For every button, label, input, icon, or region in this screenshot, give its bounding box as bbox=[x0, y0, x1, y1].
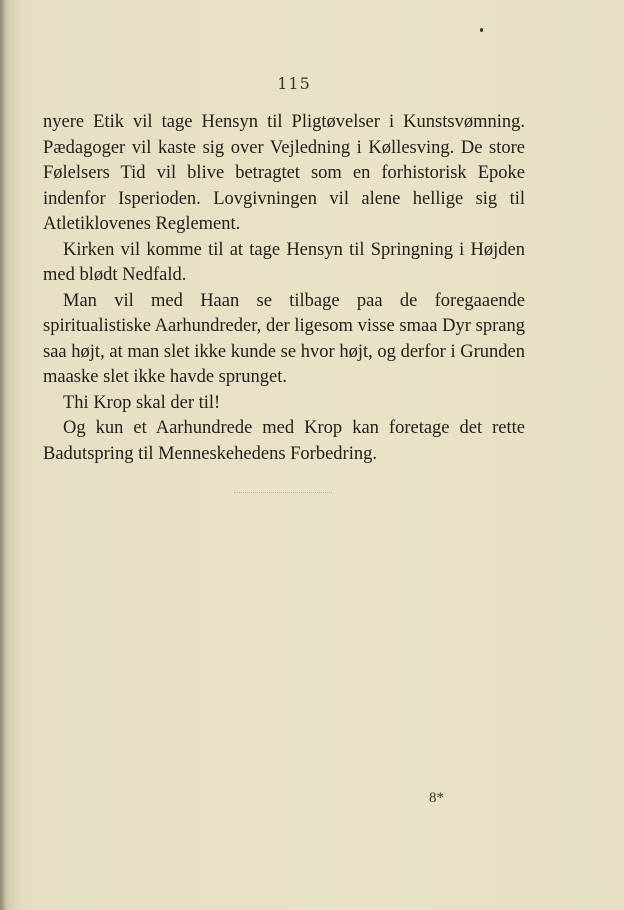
paper-speck bbox=[480, 28, 483, 32]
paragraph-3: Man vil med Haan se tilbage paa de foregaaende spiritualistiske Aarhundreder, der ligesom visse smaa Dyr sprang saa højt, at man slet ikke kunde se hvor højt, og derfor i Grunden maaske slet ikke havde sprunget. bbox=[43, 290, 525, 387]
paragraph-4: Thi Krop skal der til! bbox=[63, 392, 221, 413]
page-gutter-shadow bbox=[0, 0, 6, 910]
end-rule bbox=[234, 492, 332, 493]
page-number: 115 bbox=[277, 74, 311, 93]
signature-mark: 8* bbox=[429, 790, 444, 806]
paragraph-1: nyere Etik vil tage Hensyn til Pligtøvelser i Kunstsvømning. Pædagoger vil kaste sig over Vejledning i Køllesving. De store Følelsers Tid vil blive betragtet som en forhistorisk Epoke indenfor Isperioden. Lovgivningen vil alene hellige sig til Atletiklovenes Reglement. bbox=[43, 112, 525, 234]
paragraph-5: Og kun et Aarhundrede med Krop kan foretage det rette Badutspring til Menneskehedens Forbedring. bbox=[43, 418, 525, 464]
paragraph-2: Kirken vil komme til at tage Hensyn til Springning i Højden med blødt Nedfald. bbox=[43, 239, 525, 285]
body-text bbox=[43, 110, 525, 467]
